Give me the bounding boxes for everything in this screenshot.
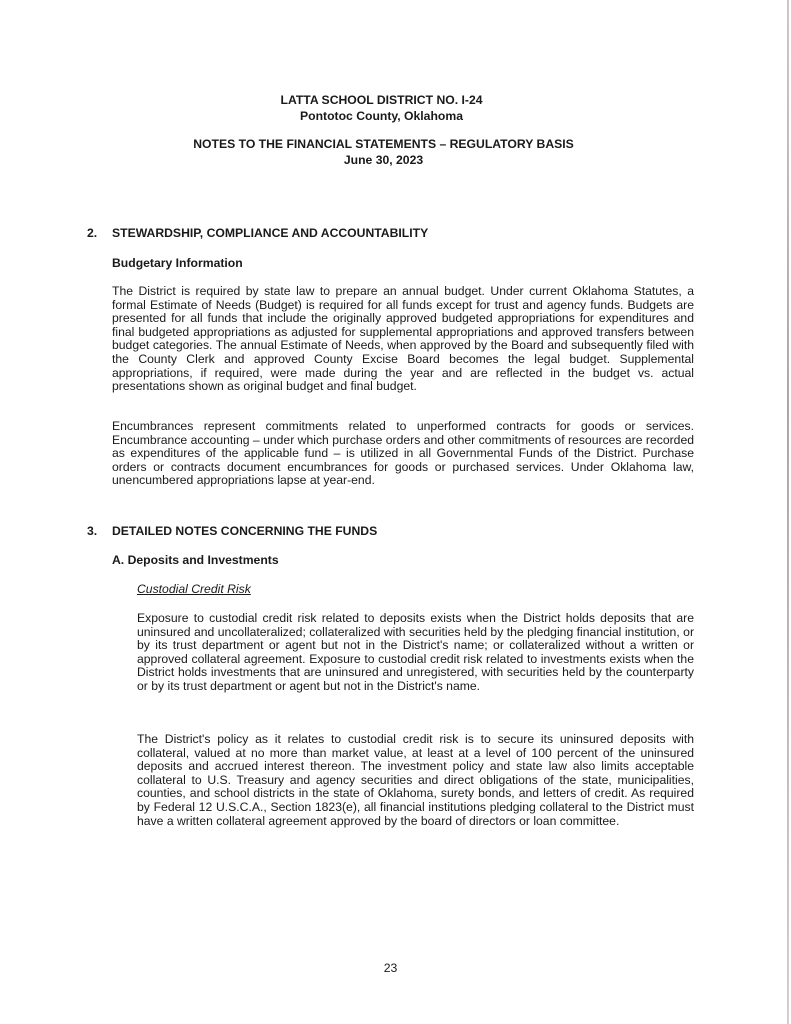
encumbrances-paragraph: Encumbrances represent commitments related to unperformed contracts for goods or services. Encumbrance accounting – under which purchase orders and other commitments of resources are recorded as expenditures of the applicable fund – is utilized in all Governmental Funds of the District. Purchase orders or contracts document encumbrances for goods or purchased services. Under Oklahoma law, unencumbered appropriations lapse at year-end.	[112, 419, 694, 488]
section-2-number: 2.	[87, 226, 98, 240]
custodial-risk-paragraph: Exposure to custodial credit risk related to deposits exists when the District holds deposits that are uninsured and uncollateralized; collateralized with securities held by the pledging financial institution, or by its trust department or agent but not in the District's name; or collateralized without a written or approved collateral agreement. Exposure to custodial credit risk related to investments exists when the District holds investments that are uninsured and unregistered, with securities held by the counterparty or by its trust department or agent but not in the District's name.	[137, 611, 694, 693]
budgetary-heading: Budgetary Information	[112, 256, 243, 270]
page-edge-shadow	[787, 0, 789, 1024]
custodial-credit-risk-heading: Custodial Credit Risk	[137, 582, 251, 596]
deposits-investments-heading: A. Deposits and Investments	[112, 553, 279, 567]
report-header	[0, 92, 777, 124]
district-name: LATTA SCHOOL DISTRICT NO. I-24	[280, 93, 483, 107]
section-3-title: DETAILED NOTES CONCERNING THE FUNDS	[112, 524, 378, 538]
notes-title: NOTES TO THE FINANCIAL STATEMENTS – REGULATORY BASIS	[193, 137, 574, 151]
section-2-title: STEWARDSHIP, COMPLIANCE AND ACCOUNTABILITY	[112, 226, 429, 240]
budgetary-paragraph: The District is required by state law to prepare an annual budget. Under current Oklahoma Statutes, a formal Estimate of Needs (Budget) is required for all funds except for trust and agency funds. Budgets are presented for all funds that include the originally approved budgeted appropriations for expenditures and final budgeted appropriations as adjusted for supplemental appropriations and approved transfers between budget categories. The annual Estimate of Needs, when approved by the Board and subsequently filed with the County Clerk and approved County Excise Board becomes the legal budget. Supplemental appropriations, if required, were made during the year and are reflected in the budget vs. actual presentations shown as original budget and final budget.	[112, 284, 694, 394]
report-date: June 30, 2023	[343, 153, 424, 167]
section-3-number: 3.	[87, 524, 98, 538]
page-number: 23	[383, 961, 398, 975]
notes-header	[0, 136, 779, 168]
county-name: Pontotoc County, Oklahoma	[300, 109, 463, 123]
custodial-policy-paragraph: The District's policy as it relates to custodial credit risk is to secure its uninsured deposits with collateral, valued at no more than market value, at least at a level of 100 percent of the uninsured deposits and accrued interest thereon. The investment policy and state law also limits acceptable collateral to U.S. Treasury and agency securities and direct obligations of the state, municipalities, counties, and school districts in the state of Oklahoma, surety bonds, and letters of credit. As required by Federal 12 U.S.C.A., Section 1823(e), all financial institutions pledging collateral to the District must have a written collateral agreement approved by the board of directors or loan committee.	[137, 732, 694, 828]
